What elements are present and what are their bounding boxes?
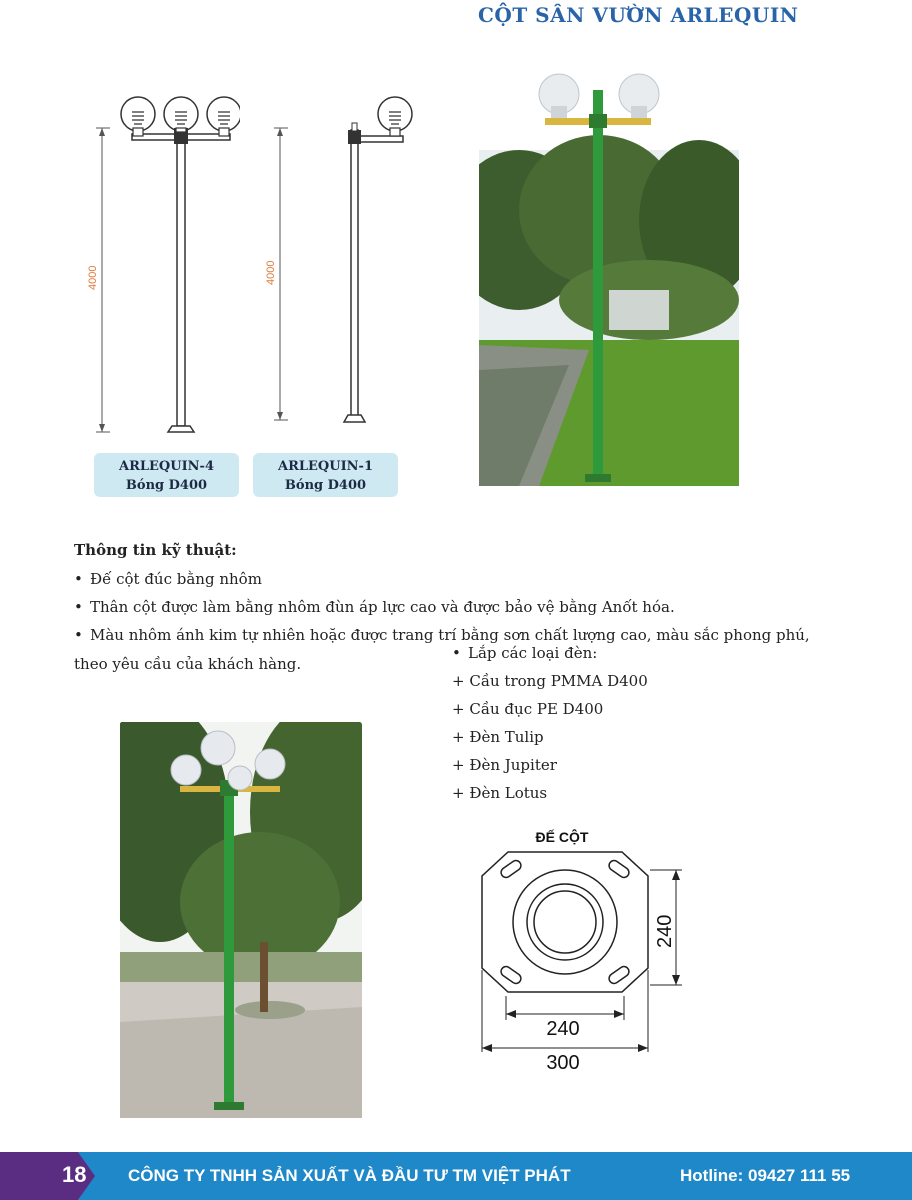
lamp-item: + Đèn Lotus [452,784,548,802]
base-dim-inner-width: 240 [546,1018,580,1040]
model-name: ARLEQUIN-1 [277,459,373,474]
base-dim-height: 240 [654,914,676,948]
lamp-intro: • Lắp các loại đèn: [452,644,598,662]
spec-item-continued: theo yêu cầu của khách hàng. [74,655,302,673]
footer-company: CÔNG TY TNHH SẢN XUẤT VÀ ĐẦU TƯ TM VIỆT PHÁT [128,1166,571,1185]
base-plate-drawing [470,820,710,1080]
arlequin-1-drawing [255,90,420,440]
page-title: CỘT SÂN VƯỜN ARLEQUIN [478,3,799,27]
arlequin-4-drawing [80,90,240,440]
page-number: 18 [62,1162,87,1187]
model-bulb: Bóng D400 [284,478,367,493]
spec-item: • Thân cột được làm bằng nhôm đùn áp lực cao và được bảo vệ bằng Anốt hóa. [74,598,675,616]
lamp-item: + Đèn Tulip [452,728,544,746]
base-dim-outer-width: 300 [546,1052,580,1074]
spec-item: • Đế cột đúc bằng nhôm [74,570,262,588]
lamp-item: + Đèn Jupiter [452,756,557,774]
model-name: ARLEQUIN-4 [118,459,214,474]
model-badge-arlequin-1 [253,453,398,497]
height-label: 4000 [87,265,99,290]
footer-hotline: Hotline: 09427 111 55 [680,1166,851,1185]
model-badge-arlequin-4 [94,453,239,497]
specs-heading: Thông tin kỹ thuật: [74,541,237,559]
model-bulb: Bóng D400 [125,478,208,493]
spec-item: • Màu nhôm ánh kim tự nhiên hoặc được trang trí bằng sơn chất lượng cao, màu sắc phong phú, [74,626,810,644]
footer-bar [0,1152,912,1200]
product-photo-4-globes [120,722,362,1118]
lamp-item: + Cầu trong PMMA D400 [452,672,648,690]
product-photo-2-globes [479,70,739,486]
base-label: ĐẾ CỘT [535,829,589,845]
lamp-item: + Cầu đục PE D400 [452,700,604,718]
height-label: 4000 [265,260,277,285]
